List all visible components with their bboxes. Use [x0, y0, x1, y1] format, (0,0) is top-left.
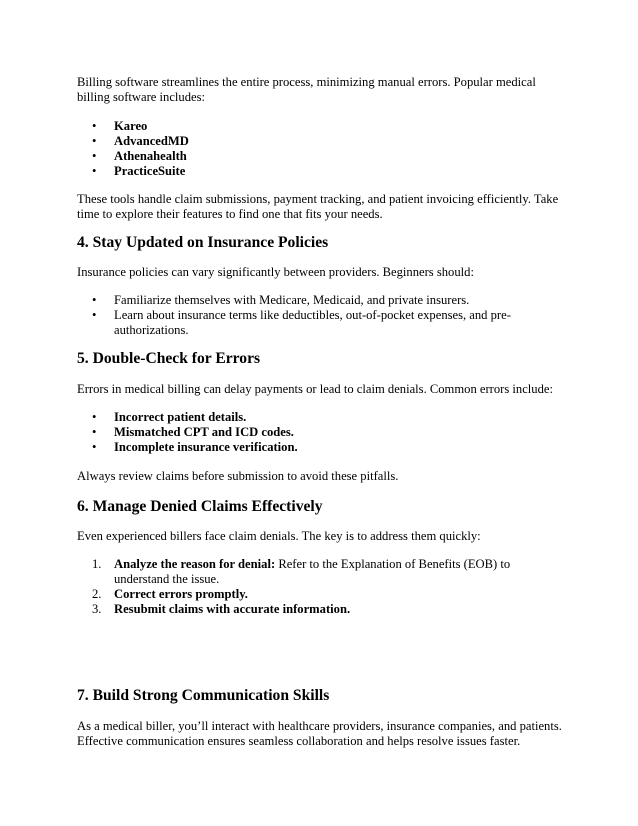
list-item — [77, 149, 567, 164]
section-7-paragraph: As a medical biller, you’ll interact with healthcare providers, insurance companies, and patients. Effective communication ensures seamless collaboration and helps resolve issues faster. — [77, 719, 562, 748]
list-item — [77, 410, 567, 425]
software-list — [77, 119, 567, 179]
error-item: Incorrect patient details. — [114, 410, 247, 424]
step-bold: Correct errors promptly. — [114, 587, 248, 601]
software-name: AdvancedMD — [114, 134, 189, 148]
intro-paragraph: Billing software streamlines the entire process, minimizing manual errors. Popular medical billing software includes: — [77, 75, 536, 104]
list-item — [77, 440, 567, 455]
section-6-heading: 6. Manage Denied Claims Effectively — [77, 498, 323, 515]
section-5-paragraph: Errors in medical billing can delay payments or lead to claim denials. Common errors include: — [77, 382, 553, 396]
software-name: PracticeSuite — [114, 164, 186, 178]
section-6-paragraph: Even experienced billers face claim denials. The key is to address them quickly: — [77, 529, 481, 543]
intro-after-paragraph: These tools handle claim submissions, payment tracking, and patient invoicing efficiently. Take time to explore their features to find one that fits your needs. — [77, 192, 559, 221]
section-4-list — [77, 293, 567, 338]
step-number: 3. — [92, 602, 102, 616]
step-item — [77, 602, 567, 617]
section-5-after-paragraph: Always review claims before submission to avoid these pitfalls. — [77, 469, 399, 483]
step-text: Refer to the Explanation of Benefits (EOB) to understand the issue. — [114, 557, 511, 586]
software-name: Kareo — [114, 119, 148, 133]
error-item: Mismatched CPT and ICD codes. — [114, 425, 294, 439]
list-item: • Learn about insurance terms like deductibles, out-of-pocket expenses, and pre-authorizations. — [77, 308, 567, 338]
section-4-paragraph: Insurance policies can vary significantly between providers. Beginners should: — [77, 265, 474, 279]
section-5-list — [77, 410, 567, 455]
list-item: • Familiarize themselves with Medicare, Medicaid, and private insurers. — [77, 293, 567, 308]
list-item — [77, 119, 567, 134]
section-5-heading: 5. Double-Check for Errors — [77, 350, 261, 367]
section-4-heading: 4. Stay Updated on Insurance Policies — [77, 234, 329, 251]
section-6-steps — [77, 557, 567, 617]
step-item — [77, 557, 567, 587]
step-number: 1. — [92, 557, 102, 571]
error-item: Incomplete insurance verification. — [114, 440, 298, 454]
list-item — [77, 164, 567, 179]
step-number: 2. — [92, 587, 102, 601]
list-item — [77, 134, 567, 149]
step-bold: Analyze the reason for denial: — [114, 557, 276, 571]
step-item — [77, 587, 567, 602]
list-item — [77, 425, 567, 440]
software-name: Athenahealth — [114, 149, 187, 163]
section-7-heading: 7. Build Strong Communication Skills — [77, 687, 330, 704]
step-bold: Resubmit claims with accurate information. — [114, 602, 351, 616]
